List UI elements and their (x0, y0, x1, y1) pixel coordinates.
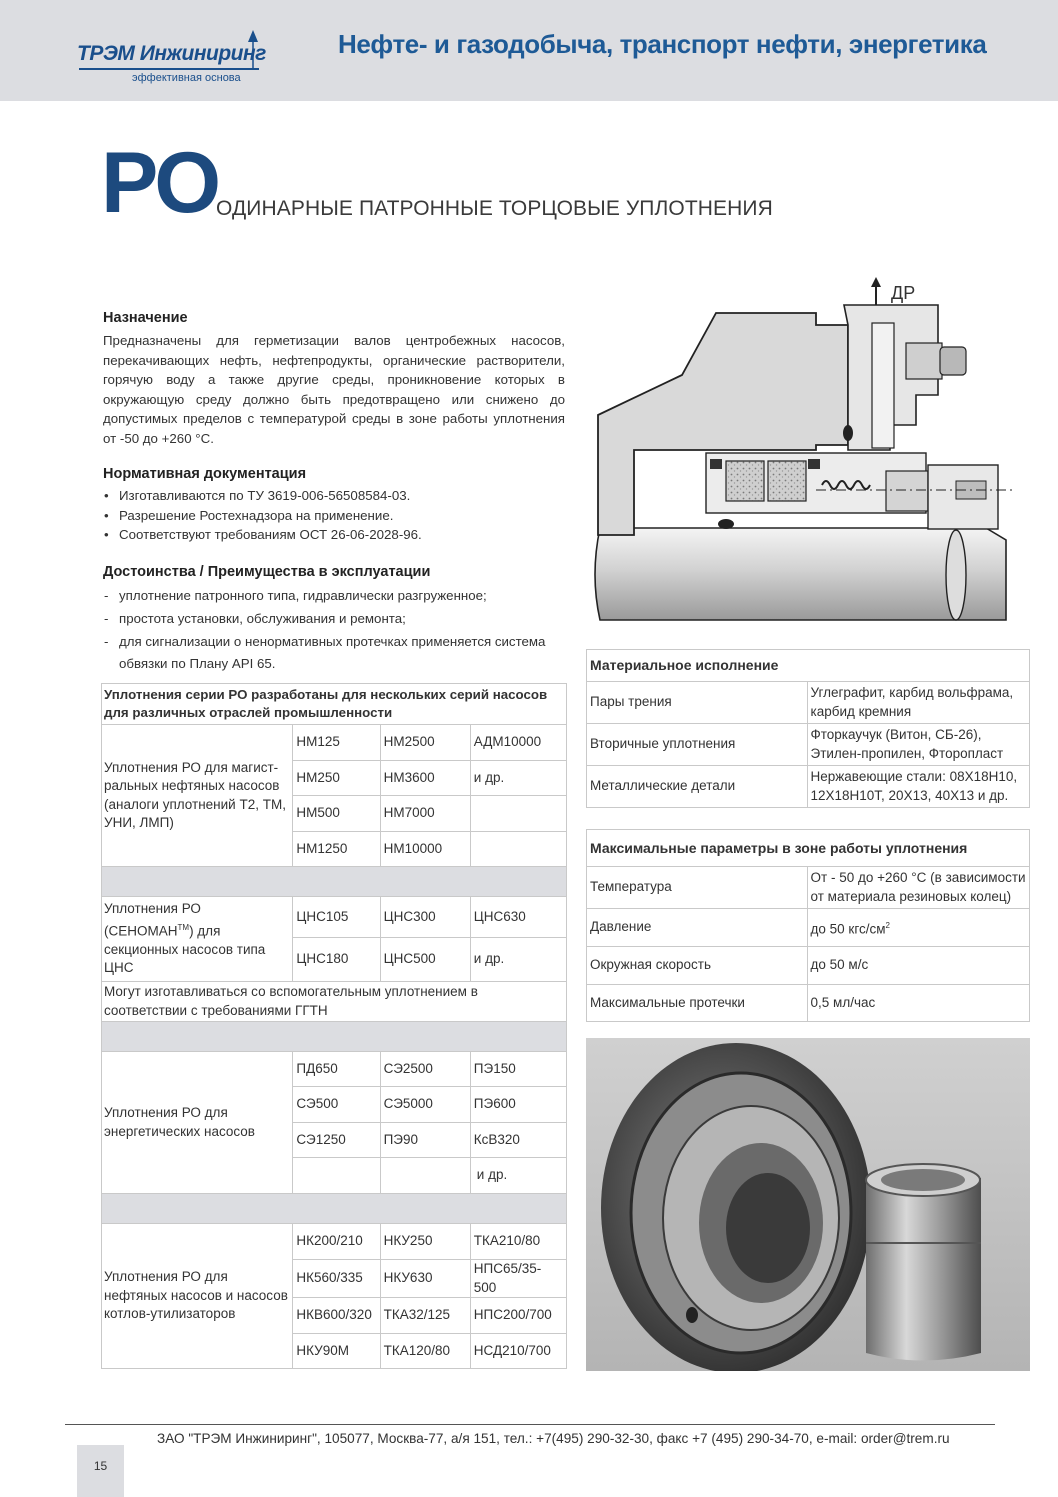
series-table-header: Уплотнения серии РО разработаны для нескольких серий насосов для различных отраслей промышленности (102, 684, 567, 725)
table-cell: Пары трения (587, 682, 808, 724)
seal-photo-illustration (586, 1038, 1030, 1371)
table-cell: СЭ500 (293, 1087, 380, 1123)
table-cell: НПС65/35-500 (470, 1260, 566, 1298)
group-label: Уплотнения РО для нефтяных насосов и насосов котлов-утилизаторов (102, 1224, 293, 1369)
table-cell (807, 909, 1029, 947)
table-cell: НК200/210 (293, 1224, 380, 1260)
group-note: Могут изготавливаться со вспомогательным уплотнением в соответствии с требованиями ГГТН (102, 982, 567, 1022)
company-logo (77, 28, 266, 90)
table-cell: ЦНС300 (380, 897, 470, 938)
logo-tagline: эффективная основа (132, 72, 241, 84)
table-cell: НМ1250 (293, 832, 380, 867)
header-title: Нефте- и газодобыча, транспорт нефти, энергетика (338, 29, 987, 59)
table-cell: ПЭ150 (470, 1052, 566, 1087)
table-cell: и др. (470, 938, 566, 982)
table-cell: ПД650 (293, 1052, 380, 1087)
footer-divider (65, 1424, 995, 1425)
normative-heading: Нормативная документация (103, 466, 307, 482)
list-item: • Разрешение Ростехнадзора на применение. (103, 506, 573, 526)
table-cell: НМ250 (293, 761, 380, 796)
list-item: - простота установки, обслуживания и ремонта; (103, 608, 565, 631)
table-cell: АДМ10000 (470, 725, 566, 761)
table-cell: Окружная скорость (587, 947, 808, 985)
footer-contacts: ЗАО "ТРЭМ Инжиниринг", 105077, Москва-77, а/я 151, тел.: +7(495) 290-32-30, факс +7 (495) 290-34-70, e-mail: order@trem.ru (157, 1431, 950, 1446)
table-spacer (102, 1022, 567, 1052)
list-item: - уплотнение патронного типа, гидравлически разгруженное; (103, 585, 565, 608)
table-cell: ЦНС180 (293, 938, 380, 982)
list-item: • Соответствуют требованиям ОСТ 26-06-2028-96. (103, 525, 573, 545)
table-cell: НМ125 (293, 725, 380, 761)
table-cell: и др. (470, 761, 566, 796)
drawing-label: ДР (891, 283, 916, 303)
table-cell: СЭ2500 (380, 1052, 470, 1087)
materials-table (586, 649, 1030, 808)
table-cell: Металлические детали (587, 766, 808, 808)
table-cell (470, 796, 566, 832)
table-cell: НКУ630 (380, 1260, 470, 1298)
logo-underline (79, 68, 259, 70)
params-table (586, 829, 1030, 1022)
advantages-list (103, 585, 565, 676)
page-header (0, 0, 1058, 101)
table-cell: ЦНС105 (293, 897, 380, 938)
normative-list (103, 486, 573, 545)
unit-sup: 2 (885, 920, 890, 930)
table-cell: НМ10000 (380, 832, 470, 867)
params-table-header: Максимальные параметры в зоне работы уплотнения (587, 830, 1030, 867)
table-cell (380, 1158, 470, 1194)
table-cell: ЦНС500 (380, 938, 470, 982)
table-cell: НК560/335 (293, 1260, 380, 1298)
table-cell: Вторичные уплотнения (587, 724, 808, 766)
purpose-text: Предназначены для герметизации валов центробежных насосов, перекачивающих нефть, нефтепродукты, органические растворители, горячую воду а также другие среды, проникновение которых в окружающую среду должно быть предотвращено или снижено до допустимых пределов с температурой среды в зоне работы уплотнения от -50 до +260 °С. (103, 333, 565, 446)
group-label: Уплотнения РО для магист-ральных нефтяных насосов (аналоги уплотнений Т2, ТМ, УНИ, ЛМП) (102, 725, 293, 867)
page-number-box (77, 1445, 124, 1497)
purpose-heading: Назначение (103, 310, 188, 326)
table-cell: и др. (470, 1158, 566, 1194)
table-cell: Давление (587, 909, 808, 947)
table-cell: Температура (587, 867, 808, 909)
group-label-rest: ) для секционных насосов типа ЦНС (104, 923, 266, 976)
table-cell: Максимальные протечки (587, 985, 808, 1022)
table-cell: КсВ320 (470, 1123, 566, 1158)
product-photo (586, 1038, 1030, 1371)
advantages-heading: Достоинства / Преимущества в эксплуатации (103, 564, 431, 580)
table-cell: НМ7000 (380, 796, 470, 832)
seal-cross-section-drawing (586, 275, 1030, 625)
table-spacer (102, 867, 567, 897)
table-cell: От - 50 до +260 °С (в зависимости от материала резиновых колец) (807, 867, 1029, 909)
table-cell: Нержавеющие стали: 08Х18Н10, 12Х18Н10Т, 20Х13, 40Х13 и др. (807, 766, 1030, 808)
table-spacer (102, 1194, 567, 1224)
trademark-sup: TM (177, 922, 190, 932)
product-code: РО (101, 135, 219, 231)
pressure-value: до 50 кгс/см (810, 921, 886, 936)
group-label: Уплотнения РО для энергетических насосов (102, 1052, 293, 1194)
table-cell (293, 1158, 380, 1194)
table-cell: НКУ250 (380, 1224, 470, 1260)
table-cell: ПЭ600 (470, 1087, 566, 1123)
table-cell: ТКА210/80 (470, 1224, 566, 1260)
list-item: • Изготавливаются по ТУ 3619-006-56508584-03. (103, 486, 573, 506)
table-cell: Фторкаучук (Витон, СБ-26), Этилен-пропилен, Фторопласт (807, 724, 1030, 766)
table-cell: Углеграфит, карбид вольфрама, карбид кремния (807, 682, 1030, 724)
table-cell: ТКА120/80 (380, 1334, 470, 1369)
table-cell: НСД210/700 (470, 1334, 566, 1369)
page-number: 15 (93, 1459, 108, 1473)
materials-table-header: Материальное исполнение (587, 650, 1030, 682)
logo-name: ТРЭМ Инжиниринг (77, 42, 266, 65)
table-cell: СЭ1250 (293, 1123, 380, 1158)
table-cell: НКВ600/320 (293, 1298, 380, 1334)
table-cell: ЦНС630 (470, 897, 566, 938)
table-cell: НКУ90М (293, 1334, 380, 1369)
group-label-main: Уплотнения РО (СЕНОМАН (104, 901, 201, 939)
table-cell: ТКА32/125 (380, 1298, 470, 1334)
table-cell: 0,5 мл/час (807, 985, 1029, 1022)
table-cell: НМ2500 (380, 725, 470, 761)
table-cell: ПЭ90 (380, 1123, 470, 1158)
list-item: - для сигнализации о ненормативных протечках применяется система обвязки по Плану API 65. (103, 631, 565, 677)
group-label (102, 897, 293, 982)
series-table (101, 683, 567, 1369)
product-subtitle: ОДИНАРНЫЕ ПАТРОННЫЕ ТОРЦОВЫЕ УПЛОТНЕНИЯ (216, 197, 773, 220)
table-cell: до 50 м/с (807, 947, 1029, 985)
table-cell (470, 832, 566, 867)
table-cell: НМ500 (293, 796, 380, 832)
table-cell: СЭ5000 (380, 1087, 470, 1123)
table-cell: НПС200/700 (470, 1298, 566, 1334)
table-cell: НМ3600 (380, 761, 470, 796)
